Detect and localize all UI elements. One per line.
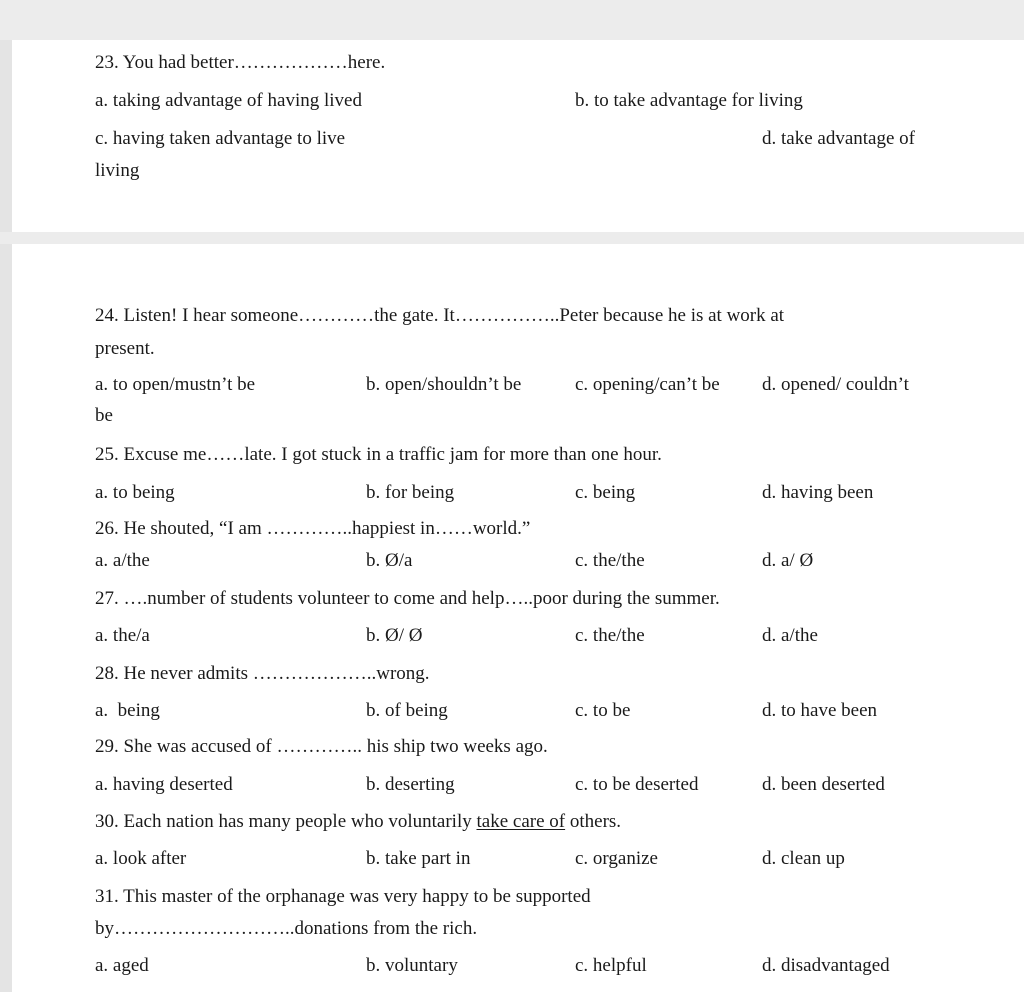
q27-option-d[interactable]: d. a/the: [762, 625, 818, 646]
q30-stem-end: others.: [565, 811, 622, 832]
q30-option-c[interactable]: c. organize: [575, 848, 658, 869]
q27-option-a[interactable]: a. the/a: [95, 625, 150, 646]
q24-option-d[interactable]: d. opened/ couldn’t: [762, 374, 909, 395]
q28-option-a[interactable]: a. being: [95, 700, 160, 721]
q30-stem-start: 30. Each nation has many people who voluntarily: [95, 811, 477, 832]
q28-stem: 28. He never admits ………………..wrong.: [95, 663, 430, 684]
q29-option-a[interactable]: a. having deserted: [95, 774, 233, 795]
q28-option-d[interactable]: d. to have been: [762, 700, 878, 721]
q31-stem: 31. This master of the orphanage was very happy to be supported: [95, 886, 591, 907]
page-separator: [0, 232, 1024, 244]
q30-underlined-phrase: take care of: [476, 811, 566, 832]
q30-stem: [95, 811, 621, 833]
q24-option-a[interactable]: a. to open/mustn’t be: [95, 374, 256, 395]
q23-option-d-continued: living: [95, 160, 140, 181]
q29-stem: 29. She was accused of ………….. his ship two weeks ago.: [95, 736, 548, 757]
top-page-gap: [0, 0, 1024, 40]
q30-option-a[interactable]: a. look after: [95, 848, 187, 869]
q24-stem-continued: present.: [95, 338, 155, 359]
q26-option-d[interactable]: d. a/ Ø: [762, 550, 814, 571]
q24-stem: 24. Listen! I hear someone…………the gate. It……………..Peter because he is at work at: [95, 305, 785, 326]
q28-option-b[interactable]: b. of being: [366, 700, 448, 721]
q24-option-b[interactable]: b. open/shouldn’t be: [366, 374, 522, 395]
left-page-edge: [0, 0, 12, 992]
q23-option-b[interactable]: b. to take advantage for living: [575, 90, 803, 111]
q30-option-d[interactable]: d. clean up: [762, 848, 845, 869]
q31-stem-continued: by………………………..donations from the rich.: [95, 918, 478, 939]
q31-option-d[interactable]: d. disadvantaged: [762, 955, 890, 976]
q26-stem: 26. He shouted, “I am …………..happiest in……world.”: [95, 518, 531, 539]
q31-option-a[interactable]: a. aged: [95, 955, 149, 976]
q23-option-c[interactable]: c. having taken advantage to live: [95, 128, 346, 149]
q25-option-a[interactable]: a. to being: [95, 482, 175, 503]
q23-option-a[interactable]: a. taking advantage of having lived: [95, 90, 362, 111]
q29-option-c[interactable]: c. to be deserted: [575, 774, 699, 795]
q31-option-b[interactable]: b. voluntary: [366, 955, 458, 976]
q24-option-d-continued: be: [95, 405, 113, 426]
q24-option-c[interactable]: c. opening/can’t be: [575, 374, 720, 395]
q26-option-c[interactable]: c. the/the: [575, 550, 645, 571]
q23-option-d[interactable]: d. take advantage of: [762, 128, 915, 149]
q29-option-d[interactable]: d. been deserted: [762, 774, 885, 795]
q25-option-b[interactable]: b. for being: [366, 482, 455, 503]
q30-option-b[interactable]: b. take part in: [366, 848, 471, 869]
q26-option-a[interactable]: a. a/the: [95, 550, 150, 571]
q25-option-c[interactable]: c. being: [575, 482, 636, 503]
q25-option-d[interactable]: d. having been: [762, 482, 874, 503]
q27-stem: 27. ….number of students volunteer to come and help…..poor during the summer.: [95, 588, 720, 609]
q25-stem: 25. Excuse me……late. I got stuck in a traffic jam for more than one hour.: [95, 444, 662, 465]
q29-option-b[interactable]: b. deserting: [366, 774, 455, 795]
q27-option-c[interactable]: c. the/the: [575, 625, 645, 646]
q31-option-c[interactable]: c. helpful: [575, 955, 647, 976]
q23-stem: 23. You had better………………here.: [95, 52, 386, 73]
q26-option-b[interactable]: b. Ø/a: [366, 550, 413, 571]
q28-option-c[interactable]: c. to be: [575, 700, 631, 721]
q27-option-b[interactable]: b. Ø/ Ø: [366, 625, 423, 646]
